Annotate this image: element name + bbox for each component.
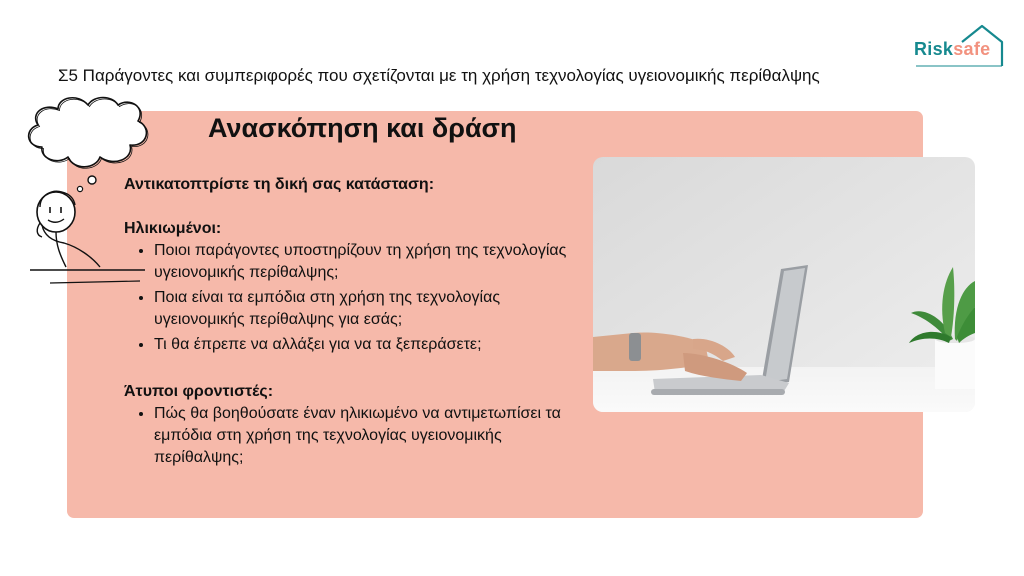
reflection-content (124, 174, 594, 472)
list-item: • Ποιοι παράγοντες υποστηρίζουν τη χρήση της τεχνολογίας υγειονομικής περίθαλψης; (154, 240, 594, 284)
reflection-intro: Αντικατοπτρίστε τη δική σας κατάσταση: (124, 176, 435, 193)
slide-title: Ανασκόπηση και δράση (208, 113, 517, 143)
laptop-photo (593, 157, 975, 412)
section-heading-informal-carers: Άτυποι φροντιστές: (124, 383, 274, 400)
list-item: • Πώς θα βοηθούσατε έναν ηλικιωμένο να αντιμετωπίσει τα εμπόδια στη χρήση της τεχνολογίας υγειονομικής περίθαλψης; (154, 403, 594, 469)
list-item: • Ποια είναι τα εμπόδια στη χρήση της τεχνολογίας υγειονομικής περίθαλψης για εσάς; (154, 287, 594, 331)
section-heading-older-adults: Ηλικιωμένοι: (124, 220, 222, 237)
logo-text-safe: safe (953, 39, 991, 59)
list-item: • Τι θα έπρεπε να αλλάξει για να τα ξεπεράσετε; (154, 334, 594, 356)
older-adults-questions (124, 240, 594, 356)
slide-subtitle: Σ5 Παράγοντες και συμπεριφορές που σχετίζονται με τη χρήση τεχνολογίας υγειονομικής περίθαλψης (58, 66, 820, 85)
logo-text-risk: Risk (914, 39, 954, 59)
informal-carers-questions (124, 403, 594, 469)
